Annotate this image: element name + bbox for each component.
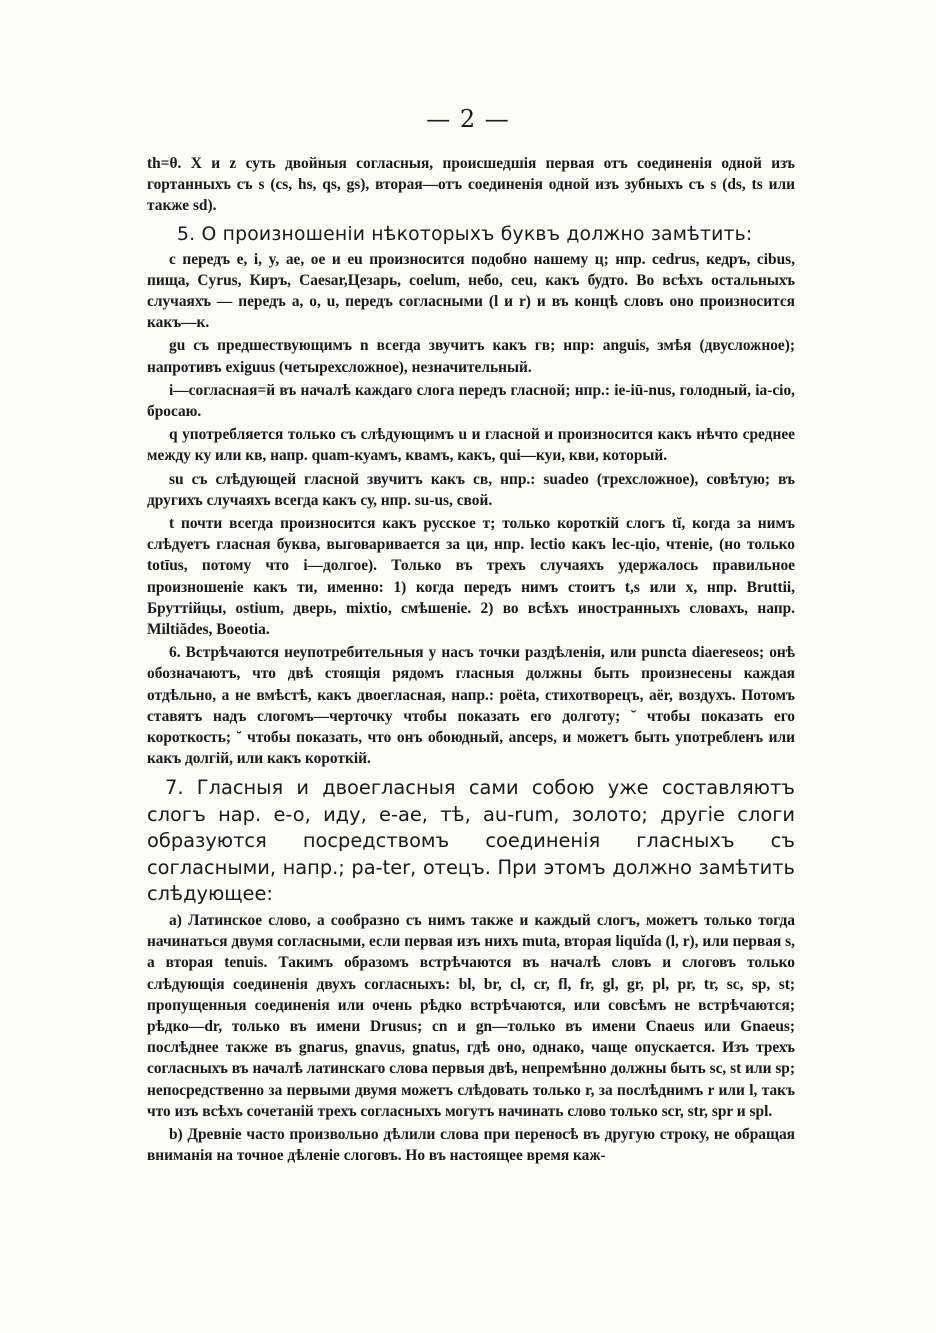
section-5-heading: 5. О произношенiи нѣкоторыхъ буквъ должно замѣтить: [177,223,753,245]
paragraph-i-consonant: i—согласная=й въ началѣ каждаго слога передъ гласной; нпр.: ie-iū-nus, голодный, ia-cio, бросаю. [147,381,795,421]
paragraph-c: c передъ e, i, y, ae, oe и eu произносится подобно нашему ц; нпр. cedrus, кедръ, cibus, пища, Cyrus, Киръ, Caesar,Цезарь, coelum, небо, ceu, какъ будто. Во всѣхъ остальныхъ случаяхъ — передъ a, o, u, передъ согласными (l и r) и въ концѣ словъ оно произносится какъ—к. [147,250,795,332]
section-7-paragraph: 7. Гласныя и двоегласныя сами собою уже составляютъ слогъ нар. e-o, иду, e-ae, тѣ, au-rum, золото; другіе слоги образуются посредствомъ соединенія гласныхъ съ согласными, напр.; pa-ter, отецъ. При этомъ должно замѣтить слѣдующее: [147,776,795,906]
paragraph-gu: gu съ предшествующимъ n всегда звучитъ какъ гв; нпр: anguis, змѣя (двусложное); напротивъ exiguus (четырехсложное), незначительный. [147,337,795,376]
body-text [147,153,795,1166]
paragraph-th-x-z: th=θ. X и z суть двойныя согласныя, происшедшія первая отъ соединенія одной изъ гортанныхъ съ s (cs, hs, qs, gs), вторая—отъ соединенія одной изъ зубныхъ съ s (ds, ts или также sd). [147,155,795,215]
paragraph-t: t почти всегда произносится какъ русское т; только короткій слогъ tĭ, когда за нимъ слѣдуетъ гласная буква, выговаривается за ци, нпр. lectio какъ lec-цio, чтеніе, (но только totīus, потому что i—долгое). Только въ трехъ случаяхъ удержалось правильное произношеніе какъ ти, именно: 1) когда передъ нимъ стоитъ t,s или x, нпр. Bruttii, Бруттійцы, ostium, дверь, mixtio, смѣшеніе. 2) во всѣхъ иностранныхъ словахъ, напр. Miltiădes, Boeotia. [147,515,795,639]
paragraph-a: a) Латинское слово, а сообразно съ нимъ также и каждый слогъ, можетъ только тогда начинаться двумя согласными, если первая изъ нихъ muta, вторая liquĭda (l, r), или первая s, а вторая tenuis. Такимъ образомъ встрѣчаются въ началѣ словъ и слоговъ только слѣдующія соединенія двухъ согласныхъ: bl, br, cl, cr, fl, fr, gl, gr, pl, pr, tr, sc, sp, st; пропущенныя соединенія или очень рѣдко встрѣчаются, или совсѣмъ не встрѣчаются; рѣдко—dr, только въ имени Drusus; cn и gn—только въ имени Cnaeus или Gnaeus; послѣднее также въ gnarus, gnavus, gnatus, гдѣ оно, однако, чаще опускается. Изъ трехъ согласныхъ въ началѣ латинскаго слова первыя двѣ, непремѣнно должны быть sc, st или sp; непосредственно за первыми двумя можетъ слѣдовать только r, за послѣднимъ r или l, такъ что изъ всѣхъ сочетаній трехъ согласныхъ могутъ начинать слово только scr, str, spr и spl. [147,911,795,1120]
paragraph-b: b) Древніе часто произвольно дѣлили слова при переносѣ въ другую строку, не обращая вниманія на точное дѣленіе слоговъ. Но въ настоящее время каж- [147,1126,795,1165]
section-6-paragraph: 6. Встрѣчаются неупотребительныя у насъ точки раздѣленія, или puncta diaereseos; онѣ обозначаютъ, что двѣ стоящія рядомъ гласныя должны быть произнесены каждая отдѣльно, а не вмѣстѣ, какъ двоегласная, напр.: poëta, стихотворецъ, aër, воздухъ. Потомъ ставятъ надъ слогомъ—черточку чтобы показать его долготу; ˘ чтобы показать его короткость; ˘ чтобы показать, что онъ обоюдный, anceps, и можетъ быть употребленъ или какъ долгій, или какъ короткій. [147,644,795,768]
paragraph-su: su съ слѣдующей гласной звучитъ какъ св, нпр.: suadeo (трехсложное), совѣтую; въ другихъ случаяхъ всегда какъ су, нпр. su-us, свой. [147,470,795,509]
page-number: — 2 — [426,105,510,133]
paragraph-q: q употребляется только съ слѣдующимъ u и гласной и произносится какъ нѣчто среднее между ку или кв, напр. quam-куамъ, квамъ, какъ, qui—куи, кви, который. [147,426,795,465]
